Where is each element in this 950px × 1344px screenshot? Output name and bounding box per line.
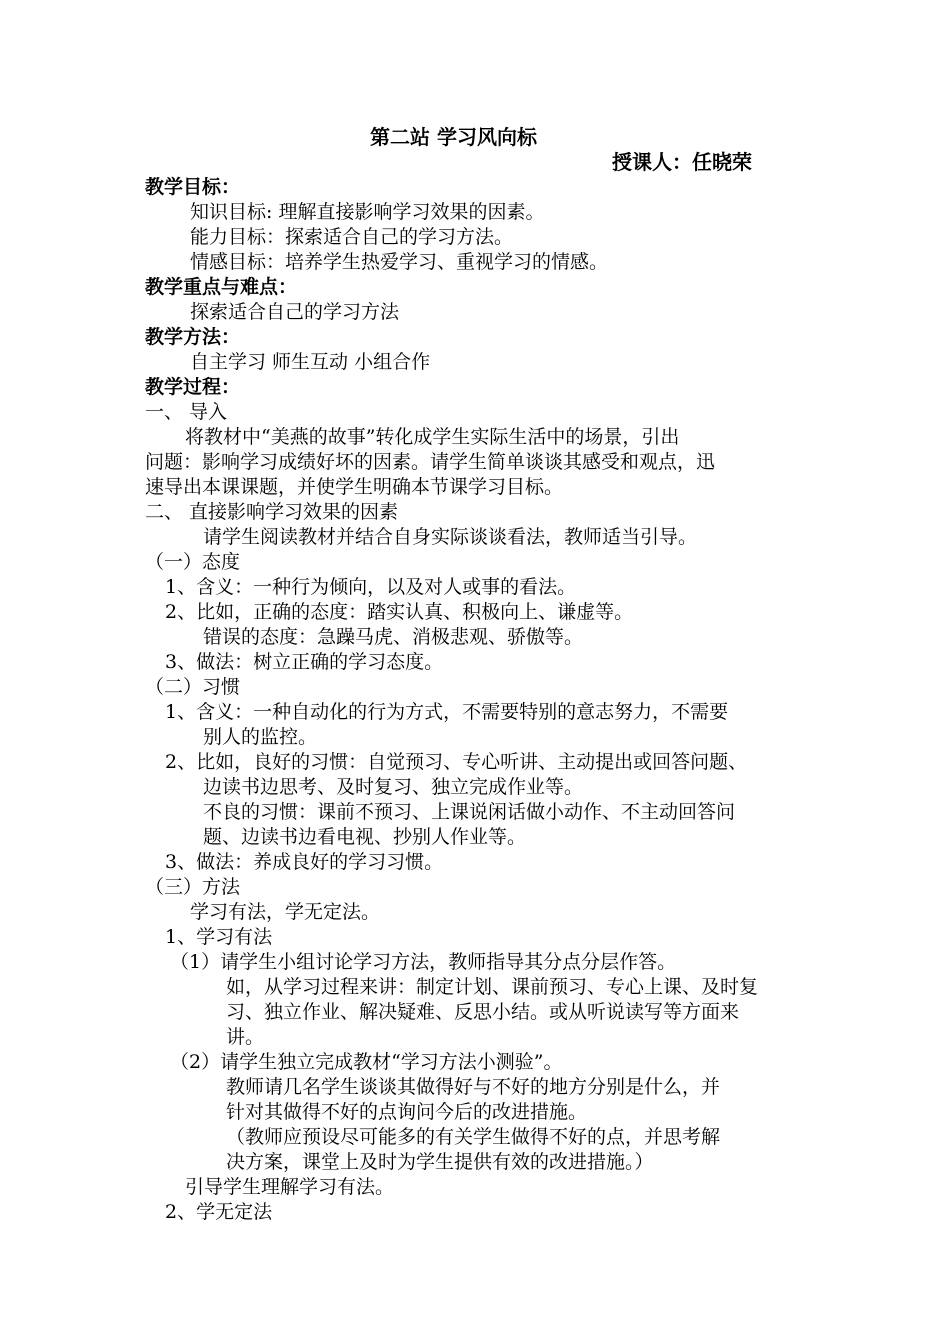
section-heading-process: 教学过程： — [145, 376, 241, 398]
text-line: 2、比如，良好的习惯：自觉预习、专心听讲、主动提出或回答问题、 — [165, 751, 748, 773]
text-line: 能力目标：探索适合自己的学习方法。 — [190, 226, 514, 248]
text-line: 速导出本课课题，并使学生明确本节课学习目标。 — [145, 476, 564, 498]
text-line: 3、做法：养成良好的学习习惯。 — [165, 851, 444, 873]
text-line: 讲。 — [226, 1026, 265, 1048]
text-line: 二、 直接影响学习效果的因素 — [145, 501, 399, 523]
text-line: 2、学无定法 — [165, 1201, 273, 1223]
text-line: 1、含义：一种行为倾向，以及对人或事的看法。 — [165, 576, 577, 598]
text-line: （二）习惯 — [145, 676, 241, 698]
text-line: 教师请几名学生谈谈其做得好与不好的地方分别是什么，并 — [226, 1076, 721, 1098]
text-line: 问题：影响学习成绩好坏的因素。请学生简单谈谈其感受和观点，迅 — [145, 451, 716, 473]
text-line: 学习有法，学无定法。 — [190, 901, 381, 923]
text-line: 请学生阅读教材并结合自身实际谈谈看法，教师适当引导。 — [203, 526, 698, 548]
text-line: 引导学生理解学习有法。 — [185, 1176, 395, 1198]
text-line: （1）请学生小组讨论学习方法，教师指导其分点分层作答。 — [170, 951, 677, 973]
text-line: 知识目标: 理解直接影响学习效果的因素。 — [190, 201, 545, 223]
text-line: 探索适合自己的学习方法 — [190, 301, 400, 323]
text-line: 题、边读书边看电视、抄别人作业等。 — [203, 826, 527, 848]
text-line: 1、含义：一种自动化的行为方式，不需要特别的意志努力，不需要 — [165, 701, 729, 723]
text-line: （2）请学生独立完成教材“学习方法小测验”。 — [170, 1051, 563, 1073]
text-line: 边读书边思考、及时复习、独立完成作业等。 — [203, 776, 584, 798]
text-line: 3、做法：树立正确的学习态度。 — [165, 651, 444, 673]
text-line: 如，从学习过程来讲：制定计划、课前预习、专心上课、及时复 — [226, 976, 759, 998]
text-line: 2、比如，正确的态度：踏实认真、积极向上、谦虚等。 — [165, 601, 634, 623]
page-title: 第二站 学习风向标 — [370, 125, 537, 149]
text-line: 别人的监控。 — [203, 726, 318, 748]
text-line: （教师应预设尽可能多的有关学生做得不好的点，并思考解 — [226, 1126, 721, 1148]
section-heading-key-points: 教学重点与难点： — [145, 276, 298, 298]
text-line: 1、学习有法 — [165, 926, 273, 948]
author-line: 授课人：任晓荣 — [612, 150, 752, 174]
text-line: 习、独立作业、解决疑难、反思小结。或从听说读写等方面来 — [226, 1001, 740, 1023]
section-heading-objectives: 教学目标： — [145, 176, 241, 198]
section-heading-methods: 教学方法： — [145, 326, 241, 348]
text-line: （三）方法 — [145, 876, 241, 898]
text-line: 将教材中“美燕的故事”转化成学生实际生活中的场景，引出 — [185, 426, 680, 448]
text-line: 自主学习 师生互动 小组合作 — [190, 351, 431, 373]
text-line: （一）态度 — [145, 551, 241, 573]
text-line: 决方案，课堂上及时为学生提供有效的改进措施。） — [226, 1151, 654, 1173]
text-line: 错误的态度：急躁马虎、消极悲观、骄傲等。 — [203, 626, 584, 648]
text-line: 不良的习惯：课前不预习、上课说闲话做小动作、不主动回答问 — [203, 801, 736, 823]
text-line: 针对其做得不好的点询问今后的改进措施。 — [226, 1101, 588, 1123]
text-line: 一、 导入 — [145, 401, 228, 423]
text-line: 情感目标：培养学生热爱学习、重视学习的情感。 — [190, 251, 609, 273]
